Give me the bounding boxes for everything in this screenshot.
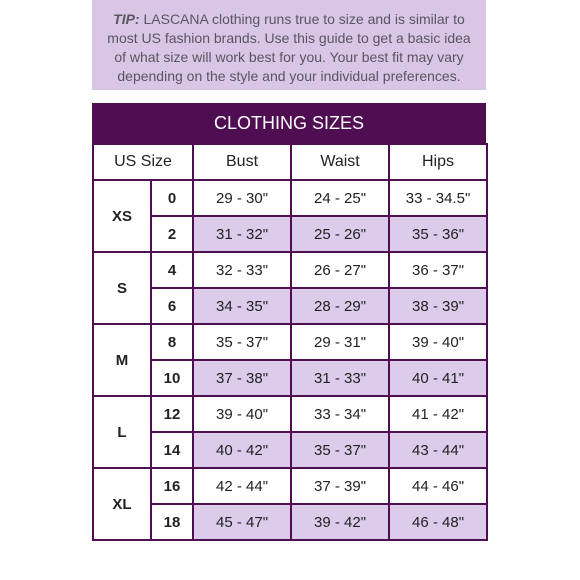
- bust-cell: 32 - 33": [193, 252, 291, 288]
- table-row: [93, 324, 487, 360]
- hips-cell: 41 - 42": [389, 396, 487, 432]
- hips-cell: 46 - 48": [389, 504, 487, 540]
- size-number: 2: [151, 216, 193, 252]
- waist-cell: 39 - 42": [291, 504, 389, 540]
- size-number: 16: [151, 468, 193, 504]
- size-number: 12: [151, 396, 193, 432]
- size-number: 18: [151, 504, 193, 540]
- hips-cell: 44 - 46": [389, 468, 487, 504]
- size-letter: S: [93, 252, 151, 324]
- header-hips: Hips: [389, 144, 487, 180]
- header-waist: Waist: [291, 144, 389, 180]
- waist-cell: 24 - 25": [291, 180, 389, 216]
- bust-cell: 40 - 42": [193, 432, 291, 468]
- hips-cell: 33 - 34.5": [389, 180, 487, 216]
- header-row: [93, 144, 487, 180]
- bust-cell: 45 - 47": [193, 504, 291, 540]
- table-row: [93, 252, 487, 288]
- waist-cell: 28 - 29": [291, 288, 389, 324]
- table-row: [93, 360, 487, 396]
- hips-cell: 39 - 40": [389, 324, 487, 360]
- table-row: [93, 180, 487, 216]
- waist-cell: 29 - 31": [291, 324, 389, 360]
- size-chart-title: CLOTHING SIZES: [92, 103, 486, 143]
- tip-label: TIP:: [113, 11, 140, 27]
- hips-cell: 36 - 37": [389, 252, 487, 288]
- bust-cell: 31 - 32": [193, 216, 291, 252]
- tip-box: [92, 0, 486, 90]
- header-bust: Bust: [193, 144, 291, 180]
- size-letter: M: [93, 324, 151, 396]
- size-number: 14: [151, 432, 193, 468]
- size-number: 10: [151, 360, 193, 396]
- size-chart-table: [92, 143, 488, 541]
- waist-cell: 26 - 27": [291, 252, 389, 288]
- waist-cell: 35 - 37": [291, 432, 389, 468]
- size-letter: XL: [93, 468, 151, 540]
- bust-cell: 29 - 30": [193, 180, 291, 216]
- waist-cell: 37 - 39": [291, 468, 389, 504]
- size-number: 0: [151, 180, 193, 216]
- size-number: 4: [151, 252, 193, 288]
- hips-cell: 38 - 39": [389, 288, 487, 324]
- hips-cell: 40 - 41": [389, 360, 487, 396]
- waist-cell: 31 - 33": [291, 360, 389, 396]
- table-row: [93, 504, 487, 540]
- table-row: [93, 468, 487, 504]
- tip-text: LASCANA clothing runs true to size and is similar to most US fashion brands. Use this guide to get a basic idea of what size will work best for you. Your best fit may vary depending on the style and your individual preferences.: [107, 11, 471, 84]
- bust-cell: 37 - 38": [193, 360, 291, 396]
- hips-cell: 43 - 44": [389, 432, 487, 468]
- waist-cell: 25 - 26": [291, 216, 389, 252]
- bust-cell: 34 - 35": [193, 288, 291, 324]
- size-letter: L: [93, 396, 151, 468]
- table-row: [93, 396, 487, 432]
- size-number: 6: [151, 288, 193, 324]
- bust-cell: 42 - 44": [193, 468, 291, 504]
- table-row: [93, 288, 487, 324]
- header-us-size: US Size: [93, 144, 193, 180]
- table-row: [93, 432, 487, 468]
- size-letter: XS: [93, 180, 151, 252]
- table-row: [93, 216, 487, 252]
- bust-cell: 35 - 37": [193, 324, 291, 360]
- hips-cell: 35 - 36": [389, 216, 487, 252]
- size-number: 8: [151, 324, 193, 360]
- bust-cell: 39 - 40": [193, 396, 291, 432]
- waist-cell: 33 - 34": [291, 396, 389, 432]
